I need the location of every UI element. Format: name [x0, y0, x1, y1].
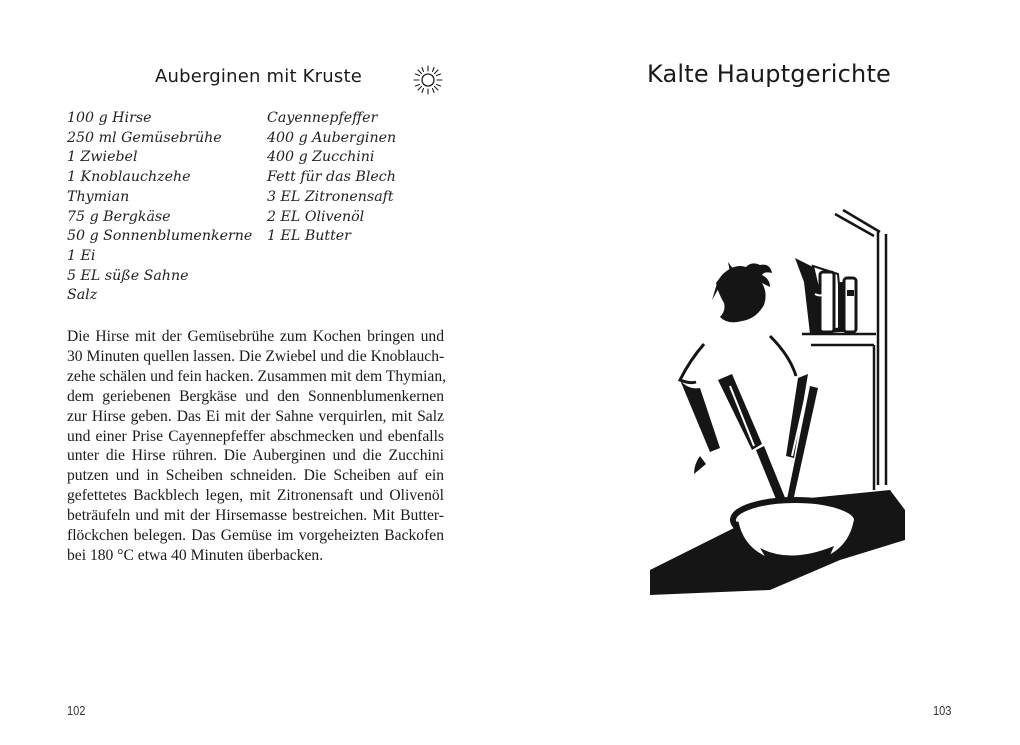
- child-stirring-bowl-illustration: [630, 200, 910, 600]
- ingredient: 75 g Bergkäse: [67, 208, 171, 225]
- recipe-instructions: [67, 327, 447, 566]
- ingredient: 1 Knoblauchzehe: [67, 169, 191, 186]
- page-number-right: 103: [933, 703, 952, 718]
- ingredient: 2 EL Olivenöl: [267, 208, 365, 225]
- instruction-line: gefettetes Backblech legen, mit Zitronensaft und Olivenöl: [67, 487, 444, 505]
- ingredient: Fett für das Blech: [267, 169, 396, 186]
- ingredient: 250 ml Gemüsebrühe: [67, 129, 222, 146]
- instruction-line: Die Hirse mit der Gemüsebrühe zum Kochen bringen und: [67, 328, 444, 345]
- page-number-left: 102: [67, 703, 86, 718]
- instruction-line: putzen und in Scheiben schneiden. Die Scheiben auf ein: [67, 467, 444, 485]
- instruction-line: 30 Minuten quellen lassen. Die Zwiebel und die Knoblauch-: [67, 347, 445, 365]
- ingredient: 50 g Sonnenblumenkerne: [67, 228, 253, 245]
- instruction-line: dem geriebenen Bergkäse und den Sonnenblumenkernen: [67, 387, 444, 405]
- instruction-line: beträufeln und mit der Hirsemasse bestreichen. Mit Butter-: [67, 507, 444, 525]
- ingredient: 5 EL süße Sahne: [67, 267, 189, 284]
- recipe-title: Auberginen mit Kruste: [155, 66, 362, 87]
- ingredient: Cayennepfeffer: [267, 110, 378, 126]
- ingredients-list-2: [267, 109, 396, 247]
- ingredient: 400 g Zucchini: [267, 149, 375, 166]
- instruction-line: unter die Hirse rühren. Die Auberginen und die Zucchini: [67, 447, 444, 465]
- ingredient: 100 g Hirse: [67, 110, 152, 126]
- ingredient: 1 Ei: [67, 247, 96, 264]
- chapter-title: Kalte Hauptgerichte: [647, 60, 892, 88]
- instruction-line: zehe schälen und fein hacken. Zusammen mit dem Thymian,: [67, 367, 447, 385]
- ingredient: 1 Zwiebel: [67, 149, 138, 166]
- ingredient: 3 EL Zitronensaft: [267, 188, 394, 205]
- ingredient: Salz: [67, 287, 98, 304]
- right-page: [510, 0, 1020, 745]
- ingredients-list-1: [67, 109, 252, 306]
- sun-icon: [412, 64, 444, 96]
- ingredient: Thymian: [67, 188, 130, 205]
- instruction-line: zur Hirse geben. Das Ei mit der Sahne verquirlen, mit Salz: [67, 407, 444, 425]
- instruction-line: und einer Prise Cayennepfeffer abschmecken und ebenfalls: [67, 427, 444, 445]
- instruction-line: flöckchen belegen. Das Gemüse im vorgeheizten Backofen: [67, 527, 444, 545]
- instruction-line: bei 180 °C etwa 40 Minuten überbacken.: [67, 546, 324, 564]
- ingredient: 400 g Auberginen: [267, 129, 397, 146]
- ingredient: 1 EL Butter: [267, 228, 351, 245]
